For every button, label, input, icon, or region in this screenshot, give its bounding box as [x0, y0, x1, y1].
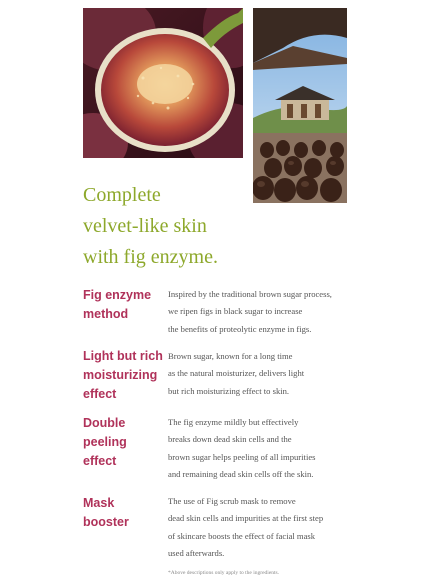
headline	[83, 180, 218, 273]
headline-line-1: Complete	[83, 184, 161, 206]
feature-desc-double-peeling-effect	[168, 414, 343, 483]
feature-desc-line: The fig enzyme mildly but effectively	[168, 417, 299, 427]
feature-title-double-peeling-effect	[83, 414, 163, 471]
ingredients-footnote: *Above descriptions only apply to the ingredients.	[168, 570, 280, 576]
feature-title-line: booster	[83, 515, 129, 529]
feature-desc-line: as the natural moisturizer, delivers light	[168, 368, 305, 379]
feature-desc-line: The use of Fig scrub mask to remove	[168, 496, 296, 506]
feature-desc-fig-enzyme-method	[168, 286, 343, 338]
feature-desc-line: Brown sugar, known for a long time	[168, 351, 293, 361]
feature-title-line: method	[83, 307, 129, 321]
feature-desc-line: of skincare boosts the effect of facial mask	[168, 530, 316, 541]
feature-desc-line: used afterwards.	[168, 547, 225, 558]
headline-line-3: with fig enzyme.	[83, 246, 218, 268]
feature-desc-line: Inspired by the traditional brown sugar process,	[168, 289, 332, 299]
feature-desc-line: dead skin cells and impurities at the first step	[168, 513, 324, 524]
feature-title-line: Fig enzyme	[83, 288, 152, 302]
feature-desc-line: and remaining dead skin cells off the skin.	[168, 468, 314, 479]
feature-desc-line: breaks down dead skin cells and the	[168, 434, 292, 445]
feature-title-line: peeling	[83, 435, 127, 449]
feature-title-line: effect	[83, 387, 117, 401]
hanok-onggi-photo	[253, 8, 347, 203]
headline-line-2: velvet-like skin	[83, 215, 207, 237]
feature-desc-line: but rich moisturizing effect to skin.	[168, 385, 290, 396]
feature-title-line: Double	[83, 416, 126, 430]
feature-title-fig-enzyme-method	[83, 286, 163, 324]
fig-photo	[83, 8, 243, 158]
feature-desc-line: the benefits of proteolytic enzyme in figs.	[168, 323, 312, 334]
feature-desc-line: brown sugar helps peeling of all impurities	[168, 451, 316, 462]
feature-title-line: Mask	[83, 496, 115, 510]
feature-desc-line: we ripen figs in black sugar to increase	[168, 306, 303, 317]
feature-title-line: Light but rich	[83, 349, 163, 363]
feature-desc-moisturizing-effect	[168, 348, 343, 400]
feature-desc-mask-booster	[168, 493, 343, 562]
feature-title-moisturizing-effect	[83, 347, 163, 404]
feature-title-line: effect	[83, 454, 117, 468]
feature-title-line: moisturizing	[83, 368, 158, 382]
feature-title-mask-booster	[83, 494, 163, 532]
